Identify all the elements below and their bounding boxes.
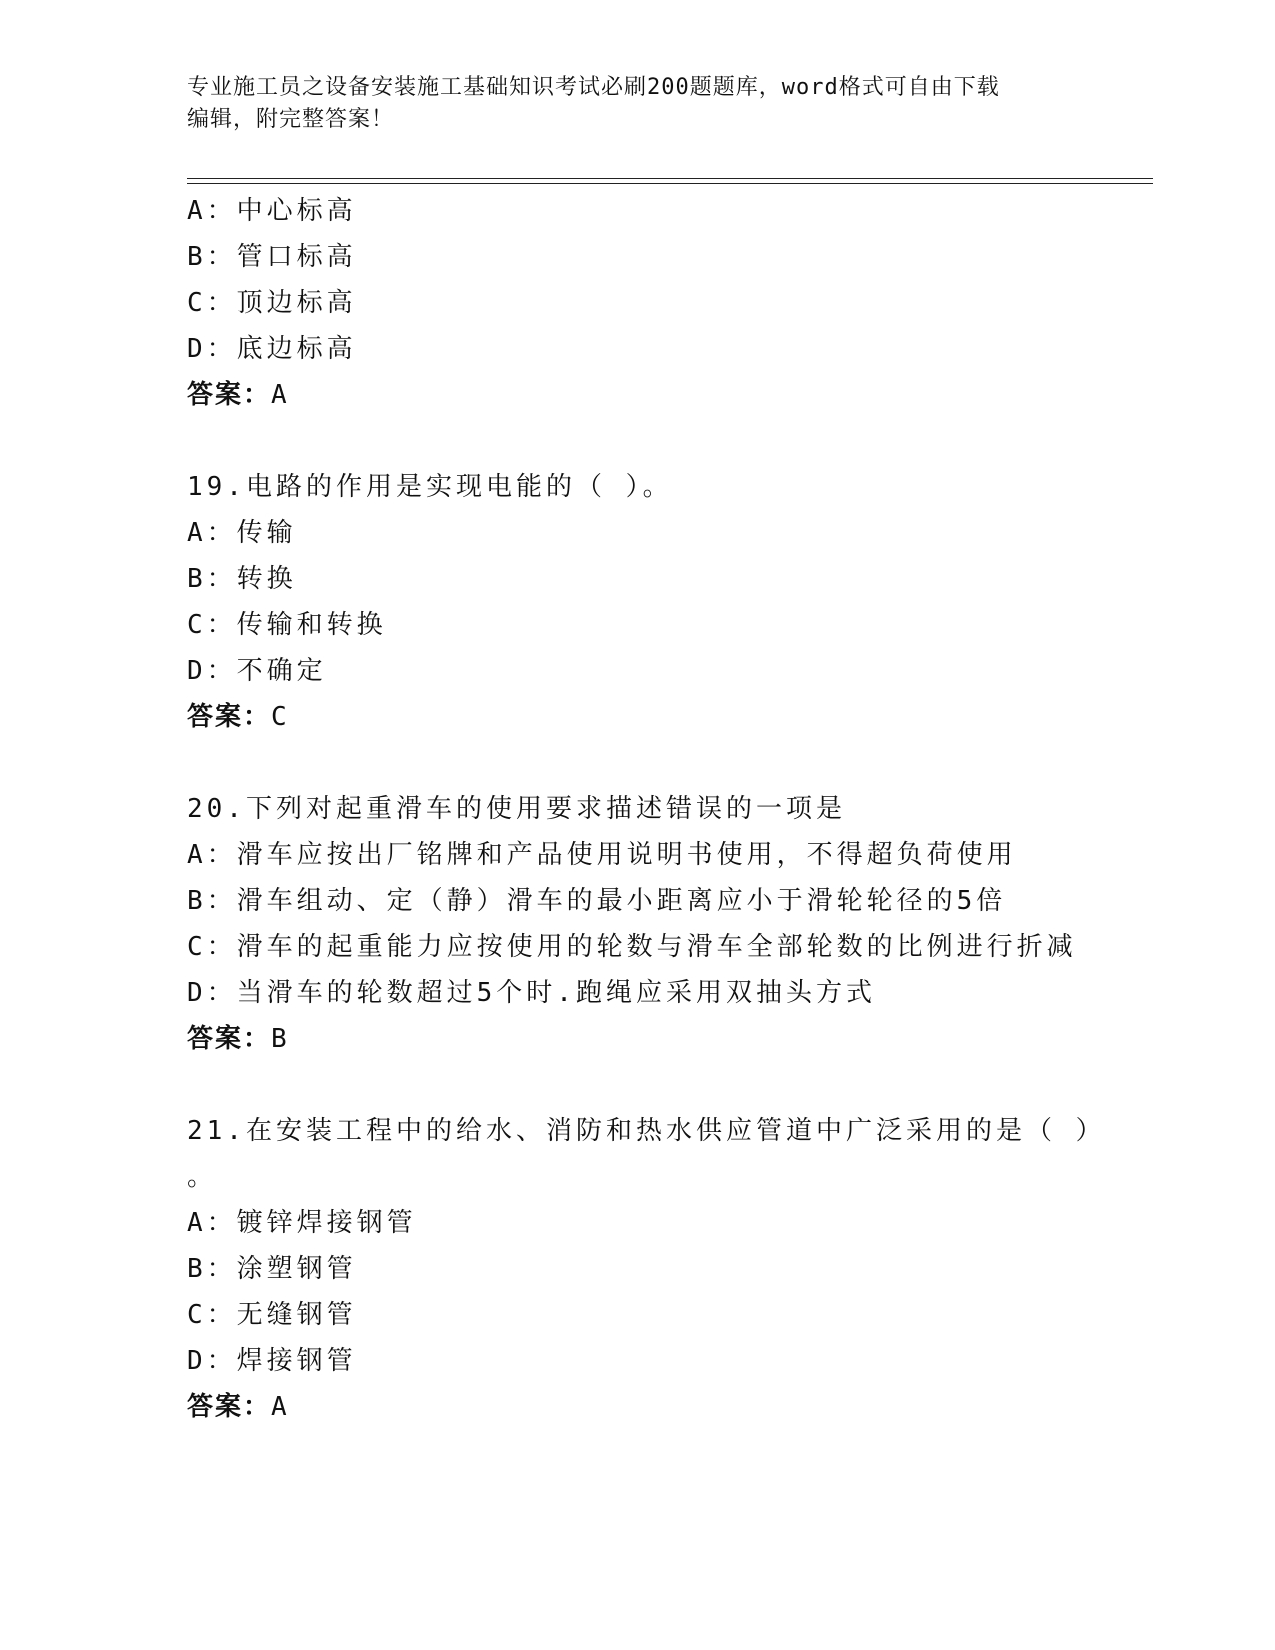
option-c: C：顶边标高 [187,288,357,318]
header-divider-bottom [187,183,1153,184]
question-text: 21.在安装工程中的给水、消防和热水供应管道中广泛采用的是（ ） [187,1116,1106,1146]
answer-value: A [271,1392,289,1422]
question-19 [187,464,1137,740]
answer-label: 答案： [187,702,272,732]
header-line-1: 专业施工员之设备安装施工基础知识考试必刷200题题库，word格式可自由下载 [187,75,1000,100]
option-d: D：底边标高 [187,334,357,364]
spacer [187,418,1137,464]
question-20 [187,786,1137,1062]
question-text-tail: 。 [187,1162,214,1192]
question-18 [187,188,1137,418]
option-b: B：滑车组动、定（静）滑车的最小距离应小于滑轮轮径的5倍 [187,886,1007,916]
option-a: A：传输 [187,518,297,548]
option-d: D：当滑车的轮数超过5个时.跑绳应采用双抽头方式 [187,978,876,1008]
answer-value: C [271,702,289,732]
question-21 [187,1108,1137,1430]
option-d: D：不确定 [187,656,327,686]
option-c: C：滑车的起重能力应按使用的轮数与滑车全部轮数的比例进行折减 [187,932,1077,962]
question-text: 19.电路的作用是实现电能的（ ）。 [187,472,673,502]
answer-line [187,1384,1137,1430]
answer-line [187,1016,1137,1062]
answer-label: 答案： [187,380,272,410]
answer-value: B [271,1024,289,1054]
option-a: A：滑车应按出厂铭牌和产品使用说明书使用，不得超负荷使用 [187,840,1017,870]
question-list [187,188,1137,1430]
document-header [187,72,1087,136]
answer-label: 答案： [187,1024,272,1054]
question-text: 20.下列对起重滑车的使用要求描述错误的一项是 [187,794,846,824]
answer-value: A [271,380,289,410]
option-a: A：镀锌焊接钢管 [187,1208,417,1238]
option-c: C：传输和转换 [187,610,387,640]
option-d: D：焊接钢管 [187,1346,357,1376]
option-a: A：中心标高 [187,196,357,226]
header-line-2: 编辑，附完整答案！ [187,107,395,132]
option-b: B：转换 [187,564,297,594]
option-b: B：涂塑钢管 [187,1254,357,1284]
answer-line [187,372,1137,418]
option-c: C：无缝钢管 [187,1300,357,1330]
header-divider-top [187,178,1153,179]
spacer [187,1062,1137,1108]
spacer [187,740,1137,786]
answer-label: 答案： [187,1392,272,1422]
option-b: B：管口标高 [187,242,357,272]
answer-line [187,694,1137,740]
